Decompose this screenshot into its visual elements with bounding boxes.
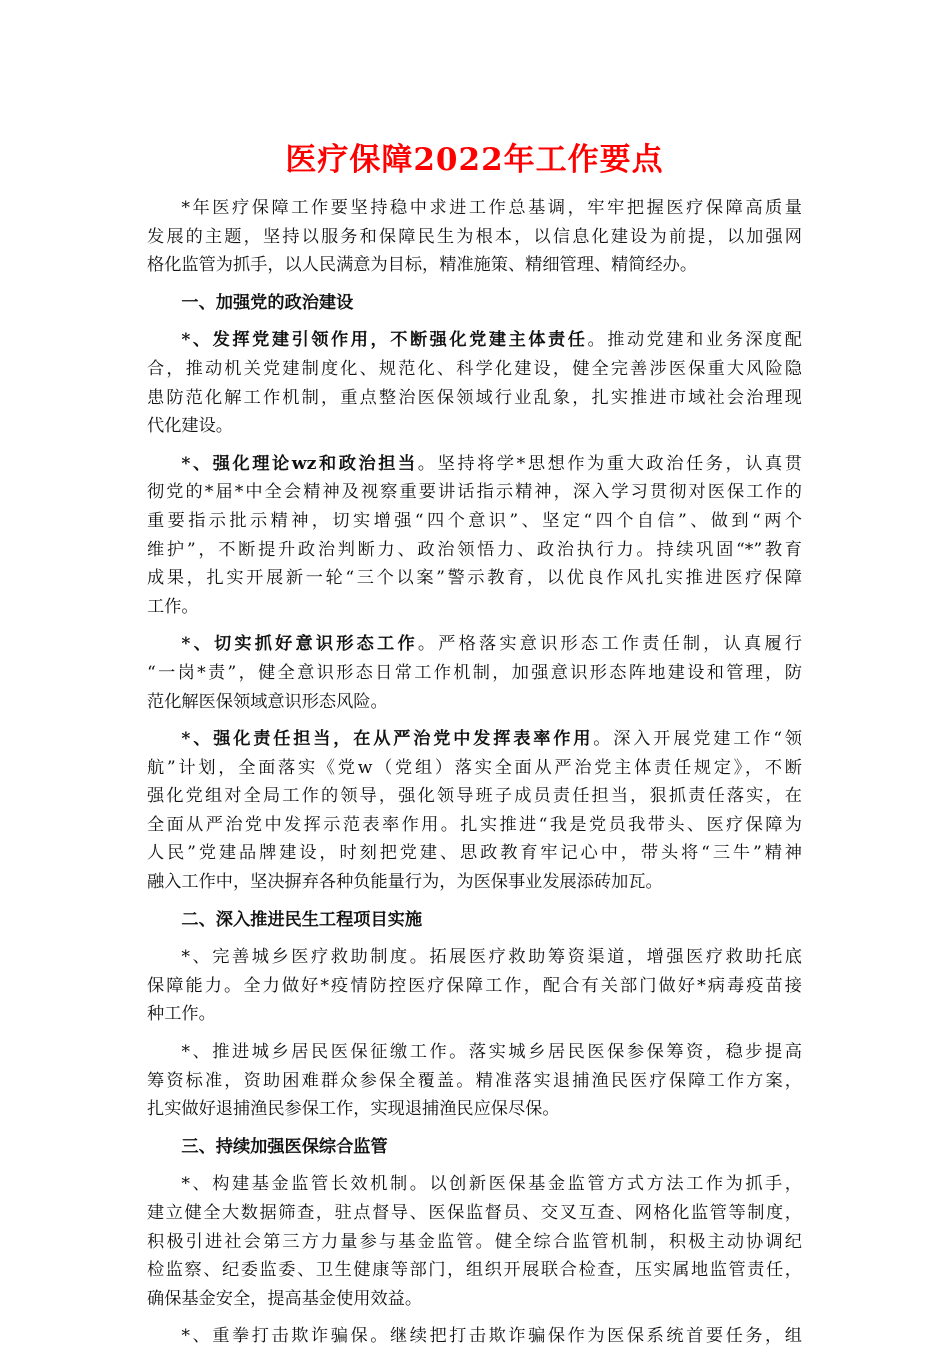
intro-line: 格化监管为抓手，以人民满意为目标，精准施策、精细管理、精简经办。 <box>147 255 698 276</box>
document-title: 医疗保障2022年工作要点 <box>285 142 664 178</box>
paragraph-lead: *、发挥党建引领作用，不断强化党建主体责任 <box>181 330 588 351</box>
paragraph-line: 筹资标准，资助困难群众参保全覆盖。精准落实退捕渔民医疗保障工作方案， <box>147 1070 802 1091</box>
paragraph-line: 保障能力。全力做好*疫情防控医疗保障工作，配合有关部门做好*病毒疫苗接 <box>147 975 802 996</box>
paragraph-line: 融入工作中，坚决摒弃各种负能量行为，为医保事业发展添砖加瓦。 <box>147 872 663 893</box>
paragraph-lead: *、强化责任担当，在从严治党中发挥表率作用 <box>181 729 594 750</box>
paragraph-line: 积极引进社会第三方力量参与基金监管。健全综合监管机制，积极主动协调纪 <box>147 1231 802 1252</box>
paragraph-line: 彻党的*届*中全会精神及视察重要讲话指示精神，深入学习贯彻对医保工作的 <box>147 482 802 503</box>
paragraph-text: 。严格落实意识形态工作责任制，认真履行 <box>417 634 802 655</box>
paragraph-lead: *、切实抓好意识形态工作 <box>181 634 418 655</box>
paragraph-line: 工作。 <box>147 596 199 617</box>
paragraph-lead: *、强化理论wz和政治担当 <box>181 453 418 474</box>
paragraph-line <box>147 326 802 355</box>
section-heading: 三、持续加强医保综合监管 <box>181 1136 388 1157</box>
paragraph-line: “一岗*责”，健全意识形态日常工作机制，加强意识形态阵地建设和管理，防 <box>147 662 802 683</box>
paragraph-medical-aid <box>147 943 802 1029</box>
paragraph-line: *、重拳打击欺诈骗保。继续把打击欺诈骗保作为医保系统首要任务，组 <box>181 1326 802 1347</box>
paragraph-fund-supervision <box>147 1170 802 1313</box>
paragraph-responsibility <box>147 725 802 897</box>
paragraph-line: 种工作。 <box>147 1004 216 1025</box>
paragraph-line: 成果，扎实开展新一轮“三个以案”警示教育，以优良作风扎实推进医疗保障 <box>147 568 802 589</box>
paragraph-party-leadership <box>147 326 802 440</box>
paragraph-line: *、推进城乡居民医保征缴工作。落实城乡居民医保参保筹资，稳步提高 <box>181 1042 802 1063</box>
paragraph-text: 。推动党建和业务深度配 <box>587 330 802 351</box>
section-heading: 二、深入推进民生工程项目实施 <box>181 909 423 930</box>
paragraph-line: *、构建基金监管长效机制。以创新医保基金监管方式方法工作为抓手， <box>181 1174 802 1195</box>
paragraph-line: 确保基金安全，提高基金使用效益。 <box>147 1288 423 1309</box>
paragraph-line: 人民”党建品牌建设，时刻把党建、思政教育牢记心中，带头将“三牛”精神 <box>147 843 802 864</box>
paragraph-line: 患防范化解工作机制，重点整治医保领域行业乱象，扎实推进市域社会治理现 <box>147 387 802 408</box>
paragraph-line <box>147 630 802 659</box>
paragraph-line: 代化建设。 <box>147 416 233 437</box>
paragraph-ideology <box>147 630 802 716</box>
paragraph-line: 重要指示批示精神，切实增强“四个意识”、坚定“四个自信”、做到“两个 <box>147 510 802 531</box>
paragraph-text: 。深入开展党建工作“领 <box>593 729 802 750</box>
section-heading: 一、加强党的政治建设 <box>181 292 354 313</box>
paragraph-line: 范化解医保领域意识形态风险。 <box>147 691 388 712</box>
paragraph-line: *、完善城乡医疗救助制度。拓展医疗救助筹资渠道，增强医疗救助托底 <box>181 947 802 968</box>
paragraph-line: 全面从严治党中发挥示范表率作用。扎实推进“我是党员我带头、医疗保障为 <box>147 814 802 835</box>
paragraph-line: 维护”，不断提升政治判断力、政治领悟力、政治执行力。持续巩固“*”教育 <box>147 539 802 560</box>
paragraph-line: 检监察、纪委监委、卫生健康等部门，组织开展联合检查，压实属地监管责任， <box>147 1260 802 1281</box>
paragraph-line: 扎实做好退捕渔民参保工作，实现退捕渔民应保尽保。 <box>147 1099 560 1120</box>
paragraph-line: 航”计划，全面落实《党w（党组）落实全面从严治党主体责任规定》，不断 <box>147 757 802 778</box>
paragraph-line: 建立健全大数据筛查，驻点督导、医保监督员、交叉互查、网格化监管等制度， <box>147 1203 802 1223</box>
intro-line: *年医疗保障工作要坚持稳中求进工作总基调，牢牢把握医疗保障高质量 <box>181 198 802 218</box>
paragraph-insurance-collection <box>147 1038 802 1124</box>
paragraph-theory-politics <box>147 450 802 622</box>
paragraph-line <box>147 450 802 479</box>
paragraph-line: 强化党组对全局工作的领导，强化领导班子成员责任担当，狠抓责任落实，在 <box>147 786 802 807</box>
paragraph-line: 合，推动机关党建制度化、规范化、科学化建设，健全完善涉医保重大风险隐 <box>147 358 802 379</box>
intro-paragraph <box>147 194 802 280</box>
intro-line: 发展的主题，坚持以服务和保障民生为根本，以信息化建设为前提，以加强网 <box>147 226 802 247</box>
paragraph-anti-fraud <box>147 1322 802 1351</box>
paragraph-text: 。坚持将学*思想作为重大政治任务，认真贯 <box>417 453 802 474</box>
paragraph-line <box>147 725 802 754</box>
